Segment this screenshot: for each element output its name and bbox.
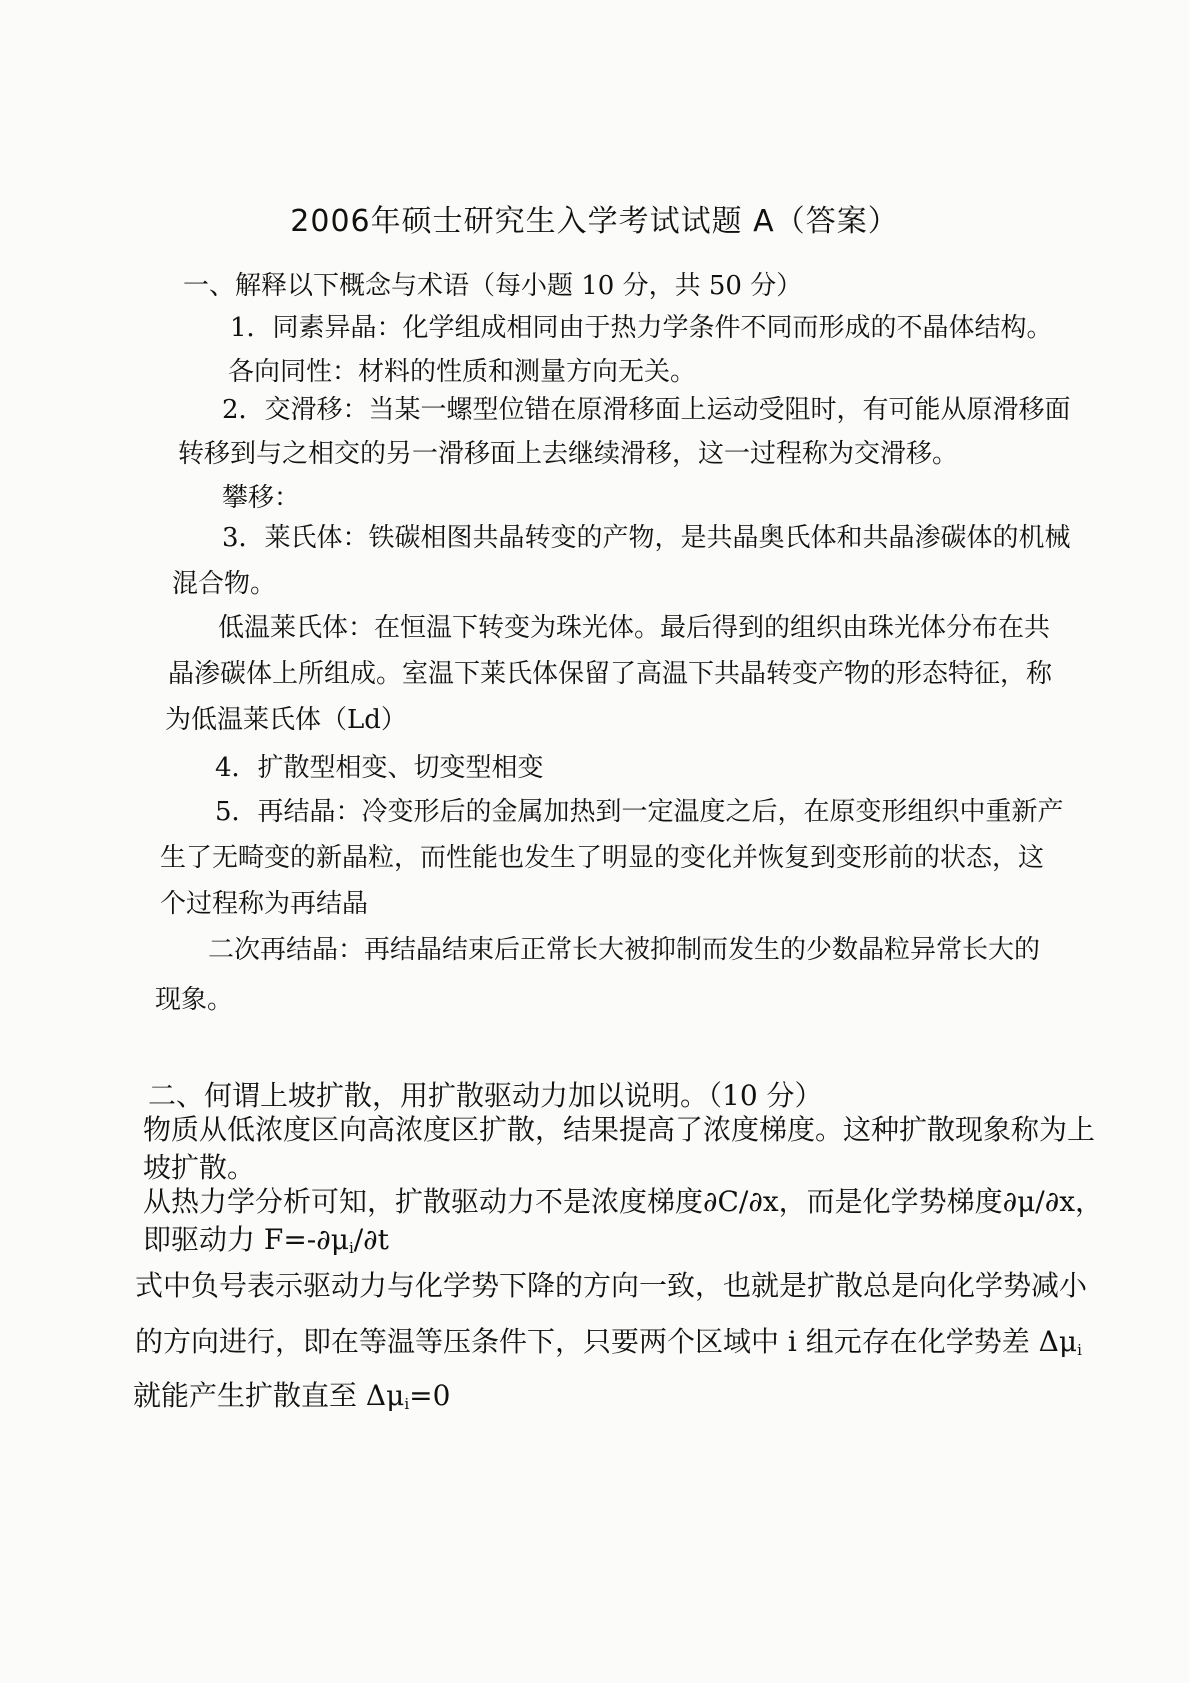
formula-subscript: i	[348, 1239, 354, 1257]
term-5-recrystallization-line-2: 生了无畸变的新晶粒，而性能也发生了明显的变化并恢复到变形前的状态，这	[160, 843, 1045, 873]
sign-explanation-line-2-text: 的方向进行，即在等温等压条件下，只要两个区域中 i 组元存在化学势差 Δμ	[135, 1325, 1078, 1358]
term-3-low-temp-ledeburite-line-1: 低温莱氏体：在恒温下转变为珠光体。最后得到的组织由珠光体分布在共	[218, 613, 1051, 643]
term-1-isotropy: 各向同性：材料的性质和测量方向无关。	[228, 357, 697, 387]
term-5-recrystallization-line-3: 个过程称为再结晶	[160, 889, 369, 919]
driving-force-explanation: 从热力学分析可知，扩散驱动力不是浓度梯度∂C/∂x，而是化学势梯度∂μ/∂x，	[143, 1185, 1103, 1218]
sign-explanation-line-3-subscript: i	[404, 1395, 410, 1413]
term-3-ledeburite-line-1: 3．莱氏体：铁碳相图共晶转变的产物，是共晶奥氏体和共晶渗碳体的机械	[222, 523, 1071, 553]
term-3-low-temp-ledeburite-line-2: 晶渗碳体上所组成。室温下莱氏体保留了高温下共晶转变产物的形态特征，称	[168, 659, 1053, 689]
section-1-heading: 一、解释以下概念与术语（每小题 10 分，共 50 分）	[183, 271, 803, 301]
section-2-heading: 二、何谓上坡扩散，用扩散驱动力加以说明。（10 分）	[148, 1079, 823, 1112]
term-5-recrystallization-line-1: 5．再结晶：冷变形后的金属加热到一定温度之后，在原变形组织中重新产	[215, 797, 1064, 827]
term-3-ledeburite-line-2: 混合物。	[172, 569, 277, 599]
term-2-cross-slip-line-2: 转移到与之相交的另一滑移面上去继续滑移，这一过程称为交滑移。	[178, 439, 959, 469]
formula-prefix: 即驱动力 F=-∂μ	[143, 1223, 349, 1256]
sign-explanation-line-2-subscript: i	[1077, 1341, 1082, 1359]
uphill-diffusion-definition-line-2: 坡扩散。	[143, 1151, 256, 1184]
sign-explanation-line-3	[133, 1380, 450, 1420]
term-2-cross-slip-line-1: 2．交滑移：当某一螺型位错在原滑移面上运动受阻时，有可能从原滑移面	[222, 395, 1071, 425]
sign-explanation-line-3-suffix: =0	[409, 1379, 451, 1412]
formula-suffix: /∂t	[353, 1223, 389, 1256]
sign-explanation-line-1: 式中负号表示驱动力与化学势下降的方向一致，也就是扩散总是向化学势减小	[135, 1269, 1088, 1302]
driving-force-formula	[143, 1224, 389, 1264]
term-5-secondary-recrystallization-line-2: 现象。	[155, 985, 234, 1015]
page-title: 2006年硕士研究生入学考试试题 A（答案）	[290, 204, 899, 239]
term-5-secondary-recrystallization-line-1: 二次再结晶：再结晶结束后正常长大被抑制而发生的少数晶粒异常长大的	[208, 935, 1041, 965]
uphill-diffusion-definition-line-1: 物质从低浓度区向高浓度区扩散，结果提高了浓度梯度。这种扩散现象称为上	[143, 1113, 1096, 1146]
sign-explanation-line-2	[135, 1326, 1082, 1366]
term-2-climb: 攀移：	[222, 483, 301, 513]
term-3-low-temp-ledeburite-line-3: 为低温莱氏体（Ld）	[165, 705, 407, 735]
term-4-phase-transformations: 4．扩散型相变、切变型相变	[215, 753, 544, 783]
sign-explanation-line-3-prefix: 就能产生扩散直至 Δμ	[133, 1379, 405, 1412]
term-1-allotropy: 1．同素异晶：化学组成相同由于热力学条件不同而形成的不晶体结构。	[230, 313, 1053, 343]
